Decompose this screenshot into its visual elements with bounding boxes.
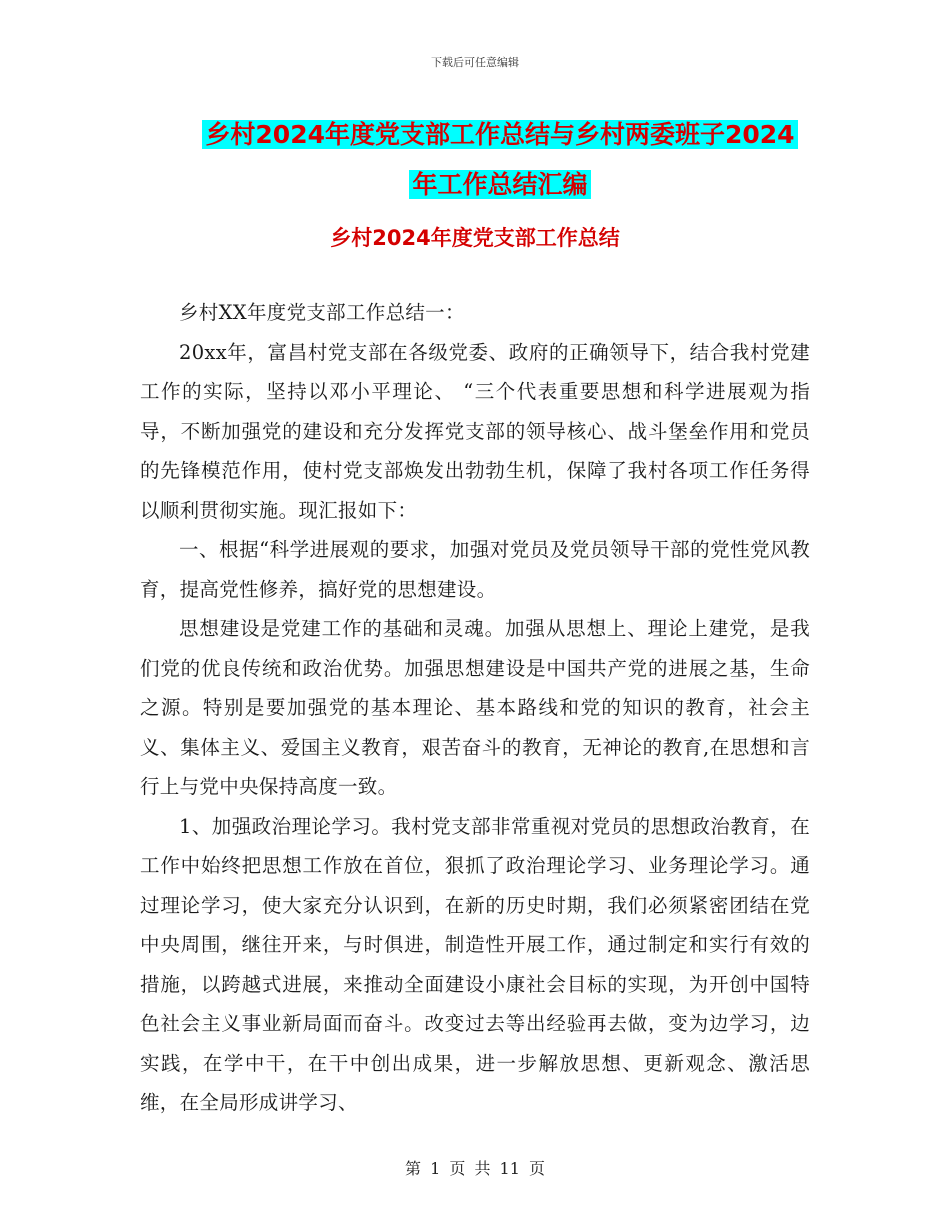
document-title-line2: 年工作总结汇编 — [409, 170, 590, 199]
paragraph: 一、根据“科学进展观的要求，加强对党员及党员领导干部的党性党风教育，提高党性修养，搞好党的思想建设。 — [140, 538, 810, 601]
page-footer: 第 1 页 共 11 页 — [405, 1159, 545, 1178]
paragraph: 思想建设是党建工作的基础和灵魂。加强从思想上、理论上建党，是我们党的优良传统和政治优势。加强思想建设是中国共产党的进展之基，生命之源。特别是要加强党的基本理论、基本路线和党的知识的教育，社会主义、集体主义、爱国主义教育，艰苦奋斗的教育，无神论的教育,在思想和言行上与党中央保持高度一致。 — [140, 617, 810, 798]
document-title — [160, 110, 840, 210]
paragraph: 20xx年，富昌村党支部在各级党委、政府的正确领导下，结合我村党建工作的实际，坚持以邓小平理论、 “三个代表重要思想和科学进展观为指导，不断加强党的建设和充分发挥党支部的领导核心、战斗堡垒作用和党员的先锋模范作用，使村党支部焕发出勃勃生机，保障了我村各项工作任务得以顺利贯彻实施。现汇报如下： — [140, 340, 810, 522]
section-title: 乡村2024年度党支部工作总结 — [330, 226, 620, 250]
body-text — [140, 293, 810, 1123]
header-note: 下载后可任意编辑 — [431, 56, 519, 69]
document-title-line1: 乡村2024年度党支部工作总结与乡村两委班子2024 — [202, 120, 797, 149]
paragraph: 乡村XX年度党支部工作总结一： — [179, 301, 465, 324]
paragraph: 1、加强政治理论学习。我村党支部非常重视对党员的思想政治教育，在工作中始终把思想工作放在首位，狠抓了政治理论学习、业务理论学习。通过理论学习，使大家充分认识到，在新的历史时期，我们必须紧密团结在党中央周围，继往开来，与时俱进，制造性开展工作，通过制定和实行有效的措施，以跨越式进展，来推动全面建设小康社会目标的实现，为开创中国特色社会主义事业新局面而奋斗。改变过去等出经验再去做，变为边学习，边实践，在学中干，在干中创出成果，进一步解放思想、更新观念、激活思维，在全局形成讲学习、 — [140, 814, 810, 1114]
